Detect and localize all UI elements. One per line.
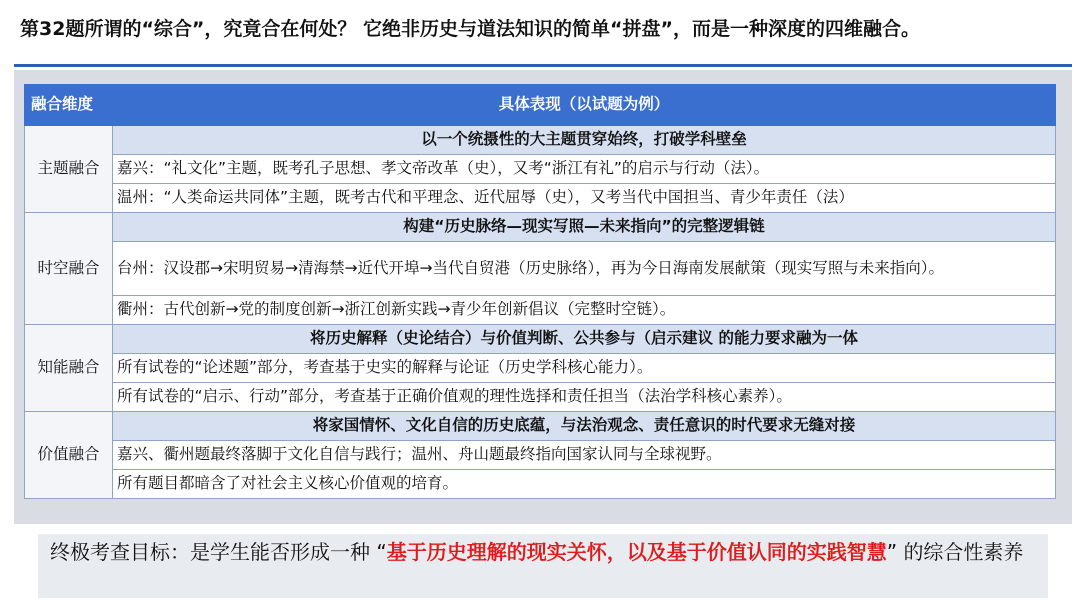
example-cell: 衢州：古代创新→党的制度创新→浙江创新实践→青少年创新倡议（完整时空链）。 [113,296,1056,325]
dimension-cell: 价值融合 [25,412,113,499]
summary-cell: 将历史解释（史论结合）与价值判断、公共参与（启示建议 的能力要求融为一体 [113,325,1056,354]
table-header-row [25,85,1056,126]
header-main: 具体表现（以试题为例） [113,85,1056,126]
page-title: 第32题所谓的“综合”，究竟合在何处？ 它绝非历史与道法知识的简单“拼盘”，而是一种深度的四维融合。 [20,18,921,40]
conclusion-suffix: ” 的综合性素养 [886,540,1024,564]
example-cell: 台州：汉设郡→宋明贸易→清海禁→近代开埠→当代自贸港（历史脉络），再为今日海南发展献策（现实写照与未来指向）。 [113,242,1056,296]
example-cell: 所有题目都暗含了对社会主义核心价值观的培育。 [113,470,1056,499]
table-row [25,354,1056,383]
summary-cell: 以一个统摄性的大主题贯穿始终，打破学科壁垒 [113,126,1056,155]
table-row [25,441,1056,470]
title-divider [14,64,1072,67]
dimension-cell: 时空融合 [25,213,113,325]
example-cell: 嘉兴：“礼文化”主题，既考孔子思想、孝文帝改革（史），又考“浙江有礼”的启示与行动（法）。 [113,155,1056,184]
fusion-table [24,84,1056,499]
table-row [25,242,1056,296]
table-row [25,296,1056,325]
example-cell: 嘉兴、衢州题最终落脚于文化自信与践行；温州、舟山题最终指向国家认同与全球视野。 [113,441,1056,470]
summary-cell: 将家国情怀、文化自信的历史底蕴，与法治观念、责任意识的时代要求无缝对接 [113,412,1056,441]
table-row [25,184,1056,213]
table-row [25,155,1056,184]
conclusion-box [38,534,1048,598]
conclusion-highlight: 基于历史理解的现实关怀，以及基于价值认同的实践智慧 [386,540,887,564]
table-row [25,325,1056,354]
example-cell: 所有试卷的“论述题”部分，考查基于史实的解释与论证（历史学科核心能力）。 [113,354,1056,383]
table-row [25,412,1056,441]
dimension-cell: 主题融合 [25,126,113,213]
table-row [25,470,1056,499]
conclusion-prefix: 终极考查目标：是学生能否形成一种 “ [50,540,387,564]
table-row [25,126,1056,155]
example-cell: 温州：“人类命运共同体”主题，既考古代和平理念、近代屈辱（史），又考当代中国担当、青少年责任（法） [113,184,1056,213]
header-dimension: 融合维度 [25,85,113,126]
dimension-cell: 知能融合 [25,325,113,412]
table-row [25,213,1056,242]
table-row [25,383,1056,412]
example-cell: 所有试卷的“启示、行动”部分，考查基于正确价值观的理性选择和责任担当（法治学科核心素养）。 [113,383,1056,412]
summary-cell: 构建“历史脉络—现实写照—未来指向”的完整逻辑链 [113,213,1056,242]
